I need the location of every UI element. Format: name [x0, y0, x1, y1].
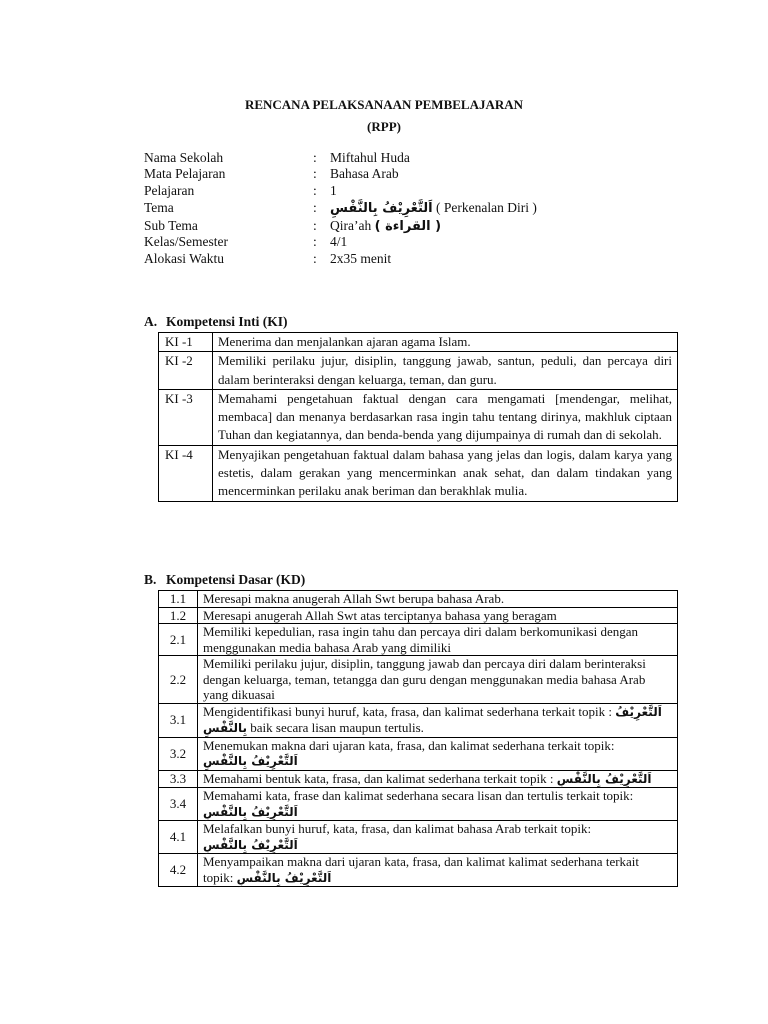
kd-text: Meresapi makna anugerah Allah Swt berupa bahasa Arab. — [198, 591, 678, 608]
ki-code: KI -1 — [159, 333, 213, 352]
arabic-subtheme: ( القراءة ) — [374, 218, 442, 234]
kd-code: 3.1 — [159, 703, 198, 737]
identity-label: Nama Sekolah — [144, 150, 224, 165]
kd-cell — [198, 770, 678, 788]
table-row — [159, 788, 678, 821]
table-row — [159, 656, 678, 704]
identity-label: Kelas/Semester — [144, 234, 228, 250]
identity-label: Alokasi Waktu — [144, 250, 225, 266]
section-number: B. — [144, 572, 157, 587]
document-title: RENCANA PELAKSANAAN PEMBELAJARAN — [244, 97, 524, 112]
table-row — [159, 333, 678, 352]
identity-label: Pelajaran — [144, 182, 195, 198]
section-number: A. — [144, 314, 158, 329]
identity-colon: : — [313, 234, 317, 250]
kd-cell — [198, 788, 678, 821]
table-row — [159, 703, 678, 737]
identity-value: Bahasa Arab — [330, 166, 399, 182]
identity-colon: : — [313, 150, 317, 165]
kd-text: Memahami kata, frase dan kalimat sederhana secara lisan dan tertulis terkait topik: — [203, 788, 634, 803]
kd-code: 2.1 — [159, 624, 198, 656]
kd-text: Memahami bentuk kata, frasa, dan kalimat sederhana terkait topik : — [203, 770, 554, 786]
kd-code: 1.2 — [159, 607, 198, 624]
arabic-topic: اَلتَّعْرِيْفُ بِالنَّفْسِ — [236, 870, 332, 885]
identity-value — [330, 199, 537, 218]
kd-text: Memiliki perilaku jujur, disiplin, tanggung jawab dan percaya diri dalam berinteraksi dengan keluarga, teman, tetangga dan guru dengan menggunakan media bahasa Arab yang dikuasai — [198, 656, 678, 704]
section-b-heading — [144, 572, 305, 588]
identity-label: Tema — [144, 200, 174, 216]
arabic-theme: اَلتَّعْرِيْفُ بِالنَّفْسِ — [330, 201, 433, 217]
ki-text: Memiliki perilaku jujur, disiplin, tanggung jawab, santun, peduli, dan percaya diri dalam berinteraksi dengan keluarga, teman, dan guru. — [213, 352, 678, 390]
ki-table — [158, 332, 678, 502]
ki-text: Menerima dan menjalankan ajaran agama Islam. — [213, 333, 678, 352]
table-row — [159, 770, 678, 788]
table-row — [159, 737, 678, 770]
identity-value: 1 — [330, 182, 337, 198]
table-row — [159, 624, 678, 656]
identity-colon: : — [313, 217, 317, 233]
kd-text: Memiliki kepedulian, rasa ingin tahu dan percaya diri dalam berkomunikasi dengan menggunakan media bahasa Arab yang dimiliki — [198, 624, 678, 656]
ki-text: Memahami pengetahuan faktual dengan cara mengamati [mendengar, melihat, membaca] dan menanya berdasarkan rasa ingin tahu tentang dirinya, makhluk ciptaan Tuhan dan kegiatannya, dan benda-benda yang dijumpainya di rumah dan di sekolah. — [213, 389, 678, 445]
kd-text: Mengidentifikasi bunyi huruf, kata, frasa, dan kalimat sederhana terkait topik : — [203, 703, 613, 719]
document-subtitle: (RPP) — [367, 119, 401, 134]
ki-code: KI -3 — [159, 389, 213, 445]
arabic-topic: اَلتَّعْرِيْفُ بِالنَّفْسِ — [203, 837, 298, 852]
identity-label: Mata Pelajaran — [144, 166, 226, 182]
kd-code: 3.4 — [159, 788, 198, 821]
table-row — [159, 607, 678, 624]
kd-cell — [198, 821, 678, 854]
kd-text: Menyampaikan makna dari ujaran kata, frasa, dan kalimat kalimat sederhana terkait topik: — [203, 854, 640, 885]
identity-value: Miftahul Huda — [330, 150, 410, 165]
arabic-topic: اَلتَّعْرِيْفُ بِالنَّفْسِ — [556, 771, 652, 786]
table-row — [159, 352, 678, 390]
identity-colon: : — [313, 182, 317, 198]
theme-translation: ( Perkenalan Diri ) — [436, 200, 537, 216]
kd-code: 3.2 — [159, 737, 198, 770]
identity-colon: : — [313, 250, 317, 266]
table-row — [159, 854, 678, 887]
ki-text: Menyajikan pengetahuan faktual dalam bahasa yang jelas dan logis, dalam karya yang estetis, dalam gerakan yang mencerminkan anak sehat, dan dalam tindakan yang mencerminkan perilaku anak beriman dan berakhlak mulia. — [213, 445, 678, 501]
kd-code: 1.1 — [159, 591, 198, 608]
section-title: Kompetensi Inti (KI) — [166, 314, 288, 329]
ki-code: KI -2 — [159, 352, 213, 390]
table-row — [159, 821, 678, 854]
kd-text-after: baik secara lisan maupun tertulis. — [250, 720, 424, 735]
table-row — [159, 389, 678, 445]
table-row — [159, 445, 678, 501]
kd-cell — [198, 703, 678, 737]
section-title: Kompetensi Dasar (KD) — [166, 572, 306, 587]
identity-value — [330, 217, 441, 236]
kd-code: 2.2 — [159, 656, 198, 704]
arabic-topic: اَلتَّعْرِيْفُ بِالنَّفْسِ — [203, 704, 662, 735]
kd-code: 3.3 — [159, 770, 198, 788]
identity-value: 2x35 menit — [330, 250, 392, 266]
kd-cell — [198, 737, 678, 770]
arabic-topic: اَلتَّعْرِيْفُ بِالنَّفْسِ — [203, 804, 298, 819]
kd-text: Meresapi anugerah Allah Swt atas terciptanya bahasa yang beragam — [198, 607, 678, 624]
ki-code: KI -4 — [159, 445, 213, 501]
section-a-heading — [144, 314, 288, 330]
identity-value: 4/1 — [330, 234, 348, 250]
identity-label: Sub Tema — [144, 217, 198, 233]
kd-code: 4.1 — [159, 821, 198, 854]
identity-colon: : — [313, 200, 317, 216]
subtheme-text: Qira’ah — [330, 217, 372, 233]
table-row — [159, 591, 678, 608]
identity-colon: : — [313, 166, 317, 182]
kd-cell — [198, 854, 678, 887]
kd-text: Melafalkan bunyi huruf, kata, frasa, dan kalimat bahasa Arab terkait topik: — [203, 821, 592, 836]
arabic-topic: اَلتَّعْرِيْفُ بِالنَّفْسِ — [203, 754, 298, 768]
kd-table — [158, 590, 678, 887]
kd-text: Menemukan makna dari ujaran kata, frasa, dan kalimat sederhana terkait topik: — [203, 737, 615, 753]
kd-code: 4.2 — [159, 854, 198, 887]
